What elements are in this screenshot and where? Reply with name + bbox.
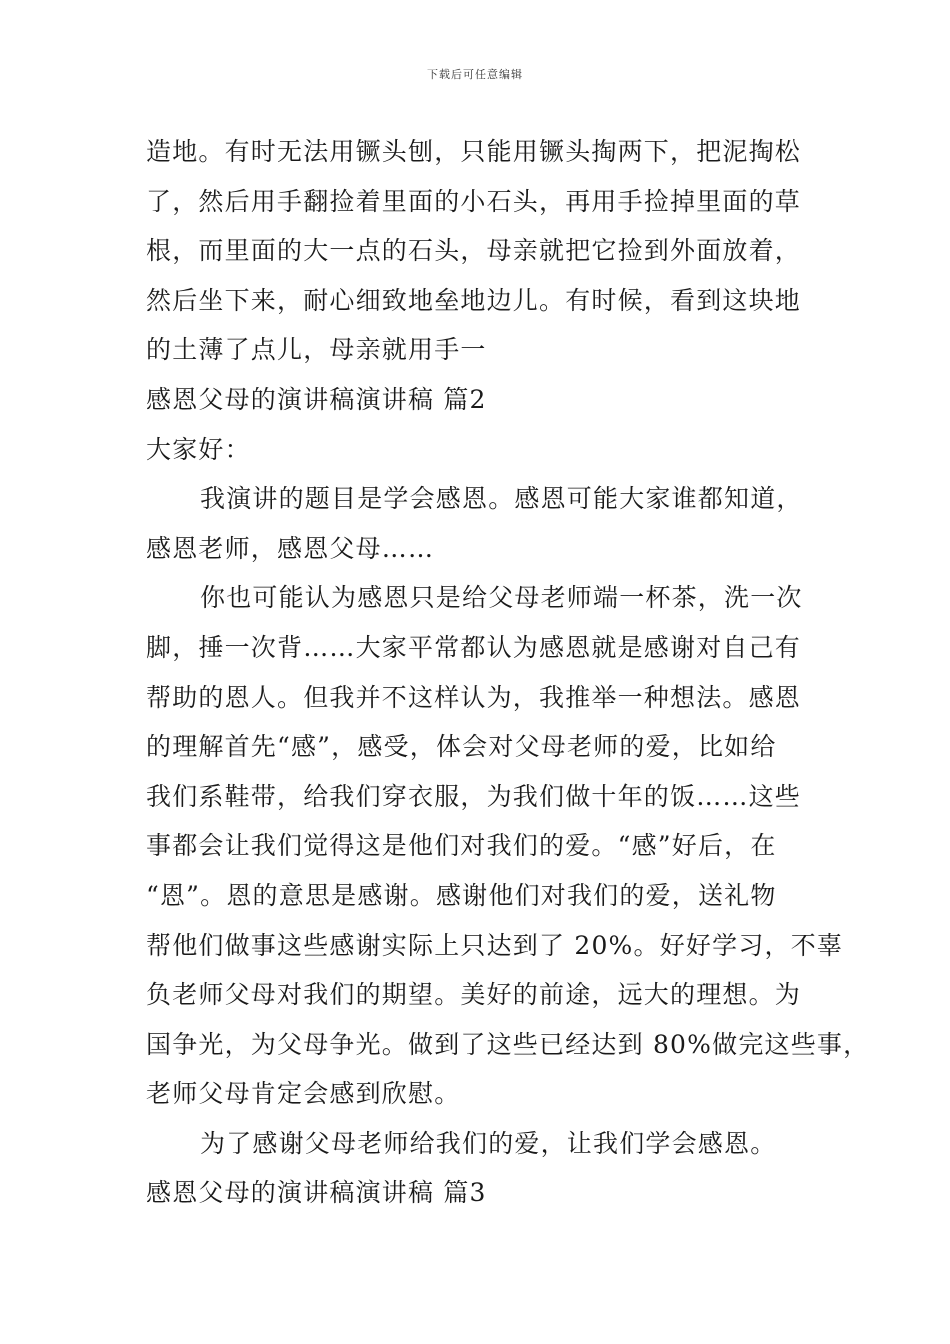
text-line: 根，而里面的大一点的石头，母亲就把它捡到外面放着，: [146, 236, 802, 266]
greeting-line: 大家好：: [146, 434, 251, 464]
text-line: 国争光，为父母争光。做到了这些已经达到 80%做完这些事，: [146, 1029, 870, 1059]
text-line: 了，然后用手翻捡着里面的小石头，再用手捡掉里面的草: [146, 186, 802, 216]
section-heading: 感恩父母的演讲稿演讲稿 篇2: [146, 384, 487, 414]
text-line: 的土薄了点儿，母亲就用手一: [146, 335, 487, 365]
text-line: 帮助的恩人。但我并不这样认为，我推举一种想法。感恩: [146, 682, 802, 712]
document-body: [146, 127, 870, 1218]
text-line: 感恩老师，感恩父母……: [146, 533, 435, 563]
text-line: “恩”。恩的意思是感谢。感谢他们对我们的爱，送礼物: [146, 880, 777, 910]
text-line: 老师父母肯定会感到欣慰。: [146, 1079, 461, 1109]
text-line: 负老师父母对我们的期望。美好的前途，远大的理想。为: [146, 980, 802, 1010]
paragraph-first-line: 我演讲的题目是学会感恩。感恩可能大家谁都知道，: [200, 484, 803, 514]
text-line: 我们系鞋带，给我们穿衣服，为我们做十年的饭……这些: [146, 781, 802, 811]
text-line: 然后坐下来，耐心细致地垒地边儿。有时候，看到这块地: [146, 285, 802, 315]
text-line: 的理解首先“感”，感受，体会对父母老师的爱，比如给: [146, 732, 777, 762]
paragraph-first-line: 为了感谢父母老师给我们的爱，让我们学会感恩。: [200, 1128, 777, 1158]
section-heading: 感恩父母的演讲稿演讲稿 篇3: [146, 1178, 487, 1208]
text-line: 帮他们做事这些感谢实际上只达到了 20%。好好学习，不辜: [146, 930, 844, 960]
page-header: 下载后可任意编辑: [427, 68, 523, 81]
text-line: 事都会让我们觉得这是他们对我们的爱。“感”好后，在: [146, 831, 777, 861]
text-line: 造地。有时无法用镢头刨，只能用镢头掏两下，把泥掏松: [146, 137, 802, 166]
text-line: 脚，捶一次背……大家平常都认为感恩就是感谢对自己有: [146, 632, 802, 662]
paragraph-first-line: 你也可能认为感恩只是给父母老师端一杯茶，洗一次: [200, 583, 803, 613]
